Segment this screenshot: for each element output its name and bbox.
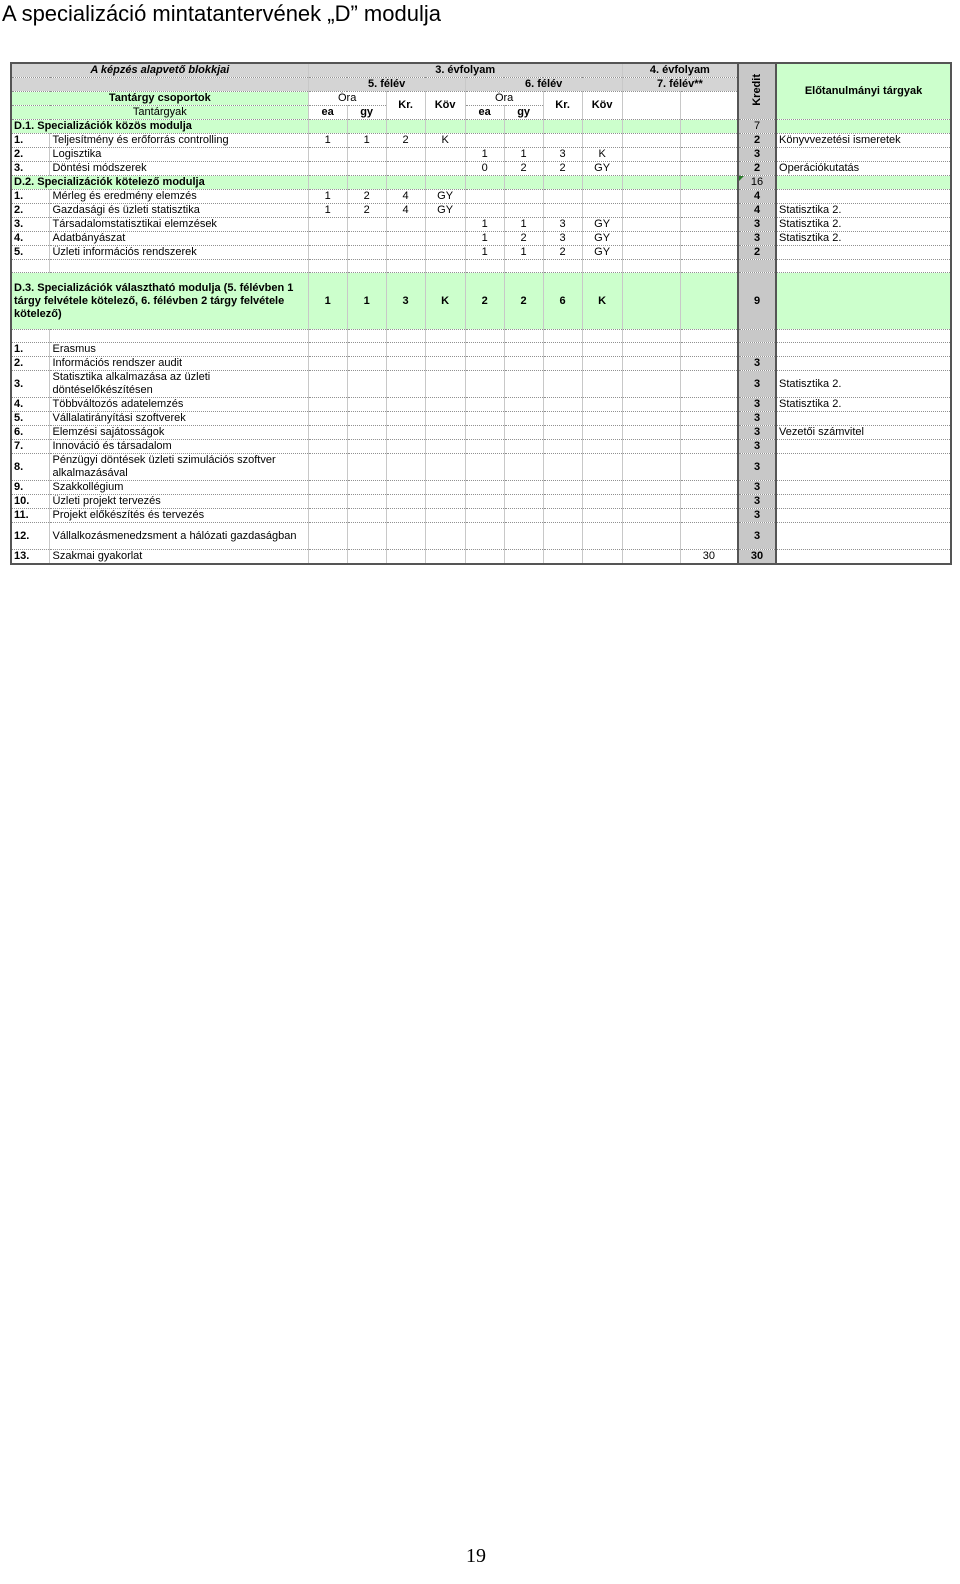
sem5-value xyxy=(386,246,425,260)
subject-number: 3. xyxy=(11,218,50,232)
sem6-value: 1 xyxy=(465,232,504,246)
subject-number: 2. xyxy=(11,204,50,218)
subject-number: 3. xyxy=(11,162,50,176)
subject-kredit: 3 xyxy=(738,232,776,246)
module-kredit: 7 xyxy=(738,120,776,134)
sem5-value xyxy=(347,162,386,176)
subject-kredit: 30 xyxy=(738,550,776,565)
subject-number: 1. xyxy=(11,134,50,148)
sem5-value: K xyxy=(425,273,465,330)
gy-header-6: gy xyxy=(504,106,543,120)
subject-kredit: 3 xyxy=(738,398,776,412)
sem6-value: 1 xyxy=(504,218,543,232)
sem7-value xyxy=(680,509,738,523)
sem5-value: 2 xyxy=(347,190,386,204)
subject-row xyxy=(11,412,951,426)
subject-number: 11. xyxy=(11,509,50,523)
prereq-header: Előtanulmányi tárgyak xyxy=(776,63,951,120)
sem6-value: 1 xyxy=(504,246,543,260)
subject-row xyxy=(11,398,951,412)
subject-number: 7. xyxy=(11,440,50,454)
subject-row xyxy=(11,357,951,371)
ea-header-6: ea xyxy=(465,106,504,120)
sem5-value: 4 xyxy=(386,204,425,218)
sem5-value xyxy=(308,148,347,162)
sem6-value: 1 xyxy=(504,148,543,162)
subject-kredit: 2 xyxy=(738,246,776,260)
subject-row xyxy=(11,190,951,204)
year4-header: 4. évfolyam xyxy=(622,63,738,78)
subject-name: Adatbányászat xyxy=(50,232,308,246)
sem6-value xyxy=(582,190,622,204)
sem5-value: 2 xyxy=(347,204,386,218)
subject-name: Elemzési sajátosságok xyxy=(50,426,308,440)
sem7-value xyxy=(680,246,738,260)
ea-header-5: ea xyxy=(308,106,347,120)
sem5-value xyxy=(308,218,347,232)
module-title: D.3. Specializációk választható modulja (5. félévben 1 tárgy felvétele kötelező, 6. félévben 2 tárgy felvétele kötelező) xyxy=(11,273,308,330)
sem5-value: GY xyxy=(425,204,465,218)
sem6-value: 1 xyxy=(465,148,504,162)
subject-row xyxy=(11,440,951,454)
subject-row xyxy=(11,204,951,218)
sem5-value: 4 xyxy=(386,190,425,204)
sem7-value xyxy=(680,232,738,246)
kov-header-5: Köv xyxy=(425,92,465,120)
sem5-value xyxy=(347,218,386,232)
subject-number: 8. xyxy=(11,454,50,481)
sem5-header: 5. félév xyxy=(308,78,465,92)
sem6-value: 2 xyxy=(543,162,582,176)
sem7-value: 30 xyxy=(680,550,738,565)
subject-kredit: 3 xyxy=(738,509,776,523)
subject-number: 3. xyxy=(11,371,50,398)
prerequisite xyxy=(776,246,951,260)
subjects-header: Tantárgyak xyxy=(11,106,308,120)
sem5-value xyxy=(347,246,386,260)
subject-kredit: 4 xyxy=(738,204,776,218)
subject-number: 9. xyxy=(11,481,50,495)
prerequisite xyxy=(776,495,951,509)
sem5-value xyxy=(308,232,347,246)
sem5-value xyxy=(347,232,386,246)
subject-number: 2. xyxy=(11,148,50,162)
sem6-value: 6 xyxy=(543,273,582,330)
sem7-value xyxy=(680,218,738,232)
prerequisite: Operációkutatás xyxy=(776,162,951,176)
sem6-value xyxy=(582,134,622,148)
sem6-value: GY xyxy=(582,218,622,232)
prerequisite xyxy=(776,190,951,204)
prerequisite: Vezetői számvitel xyxy=(776,426,951,440)
subject-row xyxy=(11,454,951,481)
subject-kredit: 3 xyxy=(738,357,776,371)
subject-kredit: 3 xyxy=(738,495,776,509)
sem7-value xyxy=(680,398,738,412)
sem5-value xyxy=(386,232,425,246)
subject-name: Üzleti projekt tervezés xyxy=(50,495,308,509)
curriculum-table xyxy=(10,62,952,565)
year3-header: 3. évfolyam xyxy=(308,63,622,78)
sem6-header: 6. félév xyxy=(465,78,622,92)
subject-name: Gazdasági és üzleti statisztika xyxy=(50,204,308,218)
kredit-header: Kredit xyxy=(738,63,776,120)
sem6-value xyxy=(543,204,582,218)
sem5-value xyxy=(347,148,386,162)
subject-row xyxy=(11,481,951,495)
subject-name: Többváltozós adatelemzés xyxy=(50,398,308,412)
sem5-value: GY xyxy=(425,190,465,204)
sem5-value xyxy=(425,162,465,176)
subject-row xyxy=(11,148,951,162)
sem6-value: 1 xyxy=(465,218,504,232)
subject-row xyxy=(11,550,951,565)
subject-name: Döntési módszerek xyxy=(50,162,308,176)
sem6-value xyxy=(582,204,622,218)
subject-kredit: 3 xyxy=(738,440,776,454)
sem5-value xyxy=(386,218,425,232)
header-row-1 xyxy=(11,63,951,78)
module-title: D.1. Specializációk közös modulja xyxy=(11,120,308,134)
sem6-value: 2 xyxy=(543,246,582,260)
subject-row xyxy=(11,371,951,398)
subject-row xyxy=(11,246,951,260)
subject-kredit xyxy=(738,343,776,357)
sem6-value: GY xyxy=(582,246,622,260)
kr-header-6: Kr. xyxy=(543,92,582,120)
subject-name: Mérleg és eredmény elemzés xyxy=(50,190,308,204)
subject-kredit: 2 xyxy=(738,134,776,148)
subject-name: Üzleti információs rendszerek xyxy=(50,246,308,260)
sem7-header: 7. félév** xyxy=(622,78,738,92)
ora-header-6: Óra xyxy=(465,92,543,106)
sem5-value: 1 xyxy=(308,273,347,330)
sem7-value xyxy=(680,204,738,218)
subject-number: 1. xyxy=(11,190,50,204)
prerequisite xyxy=(776,481,951,495)
sem5-value: K xyxy=(425,134,465,148)
module-kredit: 16 xyxy=(738,176,776,190)
subject-kredit: 3 xyxy=(738,148,776,162)
sem7-value xyxy=(680,426,738,440)
sem5-value xyxy=(386,148,425,162)
subject-row xyxy=(11,495,951,509)
sem6-value xyxy=(465,204,504,218)
subject-kredit: 4 xyxy=(738,190,776,204)
sem7-value xyxy=(680,162,738,176)
sem7-value xyxy=(680,412,738,426)
sem6-value xyxy=(543,190,582,204)
prerequisite xyxy=(776,412,951,426)
subject-row xyxy=(11,134,951,148)
sem7-value xyxy=(680,343,738,357)
prerequisite: Statisztika 2. xyxy=(776,232,951,246)
subject-row xyxy=(11,232,951,246)
prerequisite: Statisztika 2. xyxy=(776,371,951,398)
subject-name: Információs rendszer audit xyxy=(50,357,308,371)
sem5-value xyxy=(386,162,425,176)
sem5-value: 1 xyxy=(308,204,347,218)
subject-number: 5. xyxy=(11,246,50,260)
module-title: D.2. Specializációk kötelező modulja xyxy=(11,176,308,190)
subject-kredit: 3 xyxy=(738,412,776,426)
subject-number: 4. xyxy=(11,232,50,246)
sem5-value xyxy=(425,246,465,260)
subject-row xyxy=(11,162,951,176)
prerequisite xyxy=(776,440,951,454)
sem6-value: 2 xyxy=(504,273,543,330)
sem7-value xyxy=(680,454,738,481)
sem7-value xyxy=(680,357,738,371)
subject-name: Szakkollégium xyxy=(50,481,308,495)
sem6-value xyxy=(465,190,504,204)
sem6-value xyxy=(543,134,582,148)
sem6-value: 3 xyxy=(543,148,582,162)
d1-module-row xyxy=(11,120,951,134)
subject-row xyxy=(11,426,951,440)
subject-number: 1. xyxy=(11,343,50,357)
sem5-value xyxy=(308,162,347,176)
prerequisite xyxy=(776,343,951,357)
sem7-value xyxy=(680,148,738,162)
subject-kredit: 3 xyxy=(738,454,776,481)
subject-number: 13. xyxy=(11,550,50,565)
sem6-value: K xyxy=(582,148,622,162)
sem7-value xyxy=(680,481,738,495)
sem7-value xyxy=(680,371,738,398)
sem7-value xyxy=(680,523,738,550)
blocks-header: A képzés alapvető blokkjai xyxy=(11,63,308,78)
subject-row xyxy=(11,509,951,523)
subject-name: Innováció és társadalom xyxy=(50,440,308,454)
subject-row xyxy=(11,523,951,550)
d3-module-row xyxy=(11,273,951,330)
sem6-value: K xyxy=(582,273,622,330)
subject-kredit: 3 xyxy=(738,426,776,440)
sem5-value: 1 xyxy=(347,273,386,330)
sem5-value xyxy=(425,218,465,232)
sem7-value xyxy=(680,190,738,204)
subject-name: Társadalomstatisztikai elemzések xyxy=(50,218,308,232)
subject-kredit: 3 xyxy=(738,481,776,495)
subject-number: 10. xyxy=(11,495,50,509)
sem6-value: 2 xyxy=(465,273,504,330)
sem6-value: GY xyxy=(582,232,622,246)
sem6-value xyxy=(504,134,543,148)
subject-name: Projekt előkészítés és tervezés xyxy=(50,509,308,523)
kr-header-5: Kr. xyxy=(386,92,425,120)
subject-name: Vállalatirányítási szoftverek xyxy=(50,412,308,426)
sem6-value: GY xyxy=(582,162,622,176)
sem5-value xyxy=(425,232,465,246)
sem6-value: 1 xyxy=(465,246,504,260)
prerequisite: Statisztika 2. xyxy=(776,204,951,218)
prerequisite xyxy=(776,523,951,550)
subject-name: Szakmai gyakorlat xyxy=(50,550,308,565)
subject-number: 5. xyxy=(11,412,50,426)
sem5-value: 3 xyxy=(386,273,425,330)
sem5-value xyxy=(308,246,347,260)
prerequisite: Statisztika 2. xyxy=(776,398,951,412)
subject-kredit: 2 xyxy=(738,162,776,176)
ora-header-5: Óra xyxy=(308,92,386,106)
sem5-value: 1 xyxy=(347,134,386,148)
prerequisite: Statisztika 2. xyxy=(776,218,951,232)
subject-row xyxy=(11,218,951,232)
kov-header-6: Köv xyxy=(582,92,622,120)
sem5-value: 1 xyxy=(308,190,347,204)
subject-number: 6. xyxy=(11,426,50,440)
sem6-value xyxy=(465,134,504,148)
subject-name: Erasmus xyxy=(50,343,308,357)
subject-kredit: 3 xyxy=(738,523,776,550)
sem5-value: 1 xyxy=(308,134,347,148)
sem6-value: 2 xyxy=(504,162,543,176)
prerequisite xyxy=(776,550,951,565)
prerequisite xyxy=(776,454,951,481)
sem6-value xyxy=(504,204,543,218)
sem7-value xyxy=(680,134,738,148)
page-title: A specializáció mintatantervének „D” modulja xyxy=(2,1,441,26)
subject-name: Statisztika alkalmazása az üzleti döntéselőkészítésen xyxy=(50,371,308,398)
subject-kredit: 3 xyxy=(738,371,776,398)
subject-name: Logisztika xyxy=(50,148,308,162)
sem6-value: 3 xyxy=(543,232,582,246)
subject-name: Pénzügyi döntések üzleti szimulációs szoftver alkalmazásával xyxy=(50,454,308,481)
subject-number: 2. xyxy=(11,357,50,371)
sem6-value: 3 xyxy=(543,218,582,232)
page-number: 19 xyxy=(466,1545,486,1567)
prerequisite xyxy=(776,148,951,162)
prerequisite xyxy=(776,357,951,371)
module-kredit: 9 xyxy=(738,273,776,330)
subject-name: Teljesítmény és erőforrás controlling xyxy=(50,134,308,148)
subject-name: Vállalkozásmenedzsment a hálózati gazdaságban xyxy=(50,523,308,550)
prerequisite: Könyvvezetési ismeretek xyxy=(776,134,951,148)
gy-header-5: gy xyxy=(347,106,386,120)
subject-number: 12. xyxy=(11,523,50,550)
group-header: Tantárgy csoportok xyxy=(11,92,308,106)
sem6-value xyxy=(504,190,543,204)
sem6-value: 2 xyxy=(504,232,543,246)
subject-number: 4. xyxy=(11,398,50,412)
sem5-value xyxy=(425,148,465,162)
prerequisite xyxy=(776,509,951,523)
subject-row xyxy=(11,343,951,357)
subject-kredit: 3 xyxy=(738,218,776,232)
sem6-value: 0 xyxy=(465,162,504,176)
sem7-value xyxy=(680,495,738,509)
sem7-value xyxy=(680,440,738,454)
d2-module-row xyxy=(11,176,951,190)
sem5-value: 2 xyxy=(386,134,425,148)
